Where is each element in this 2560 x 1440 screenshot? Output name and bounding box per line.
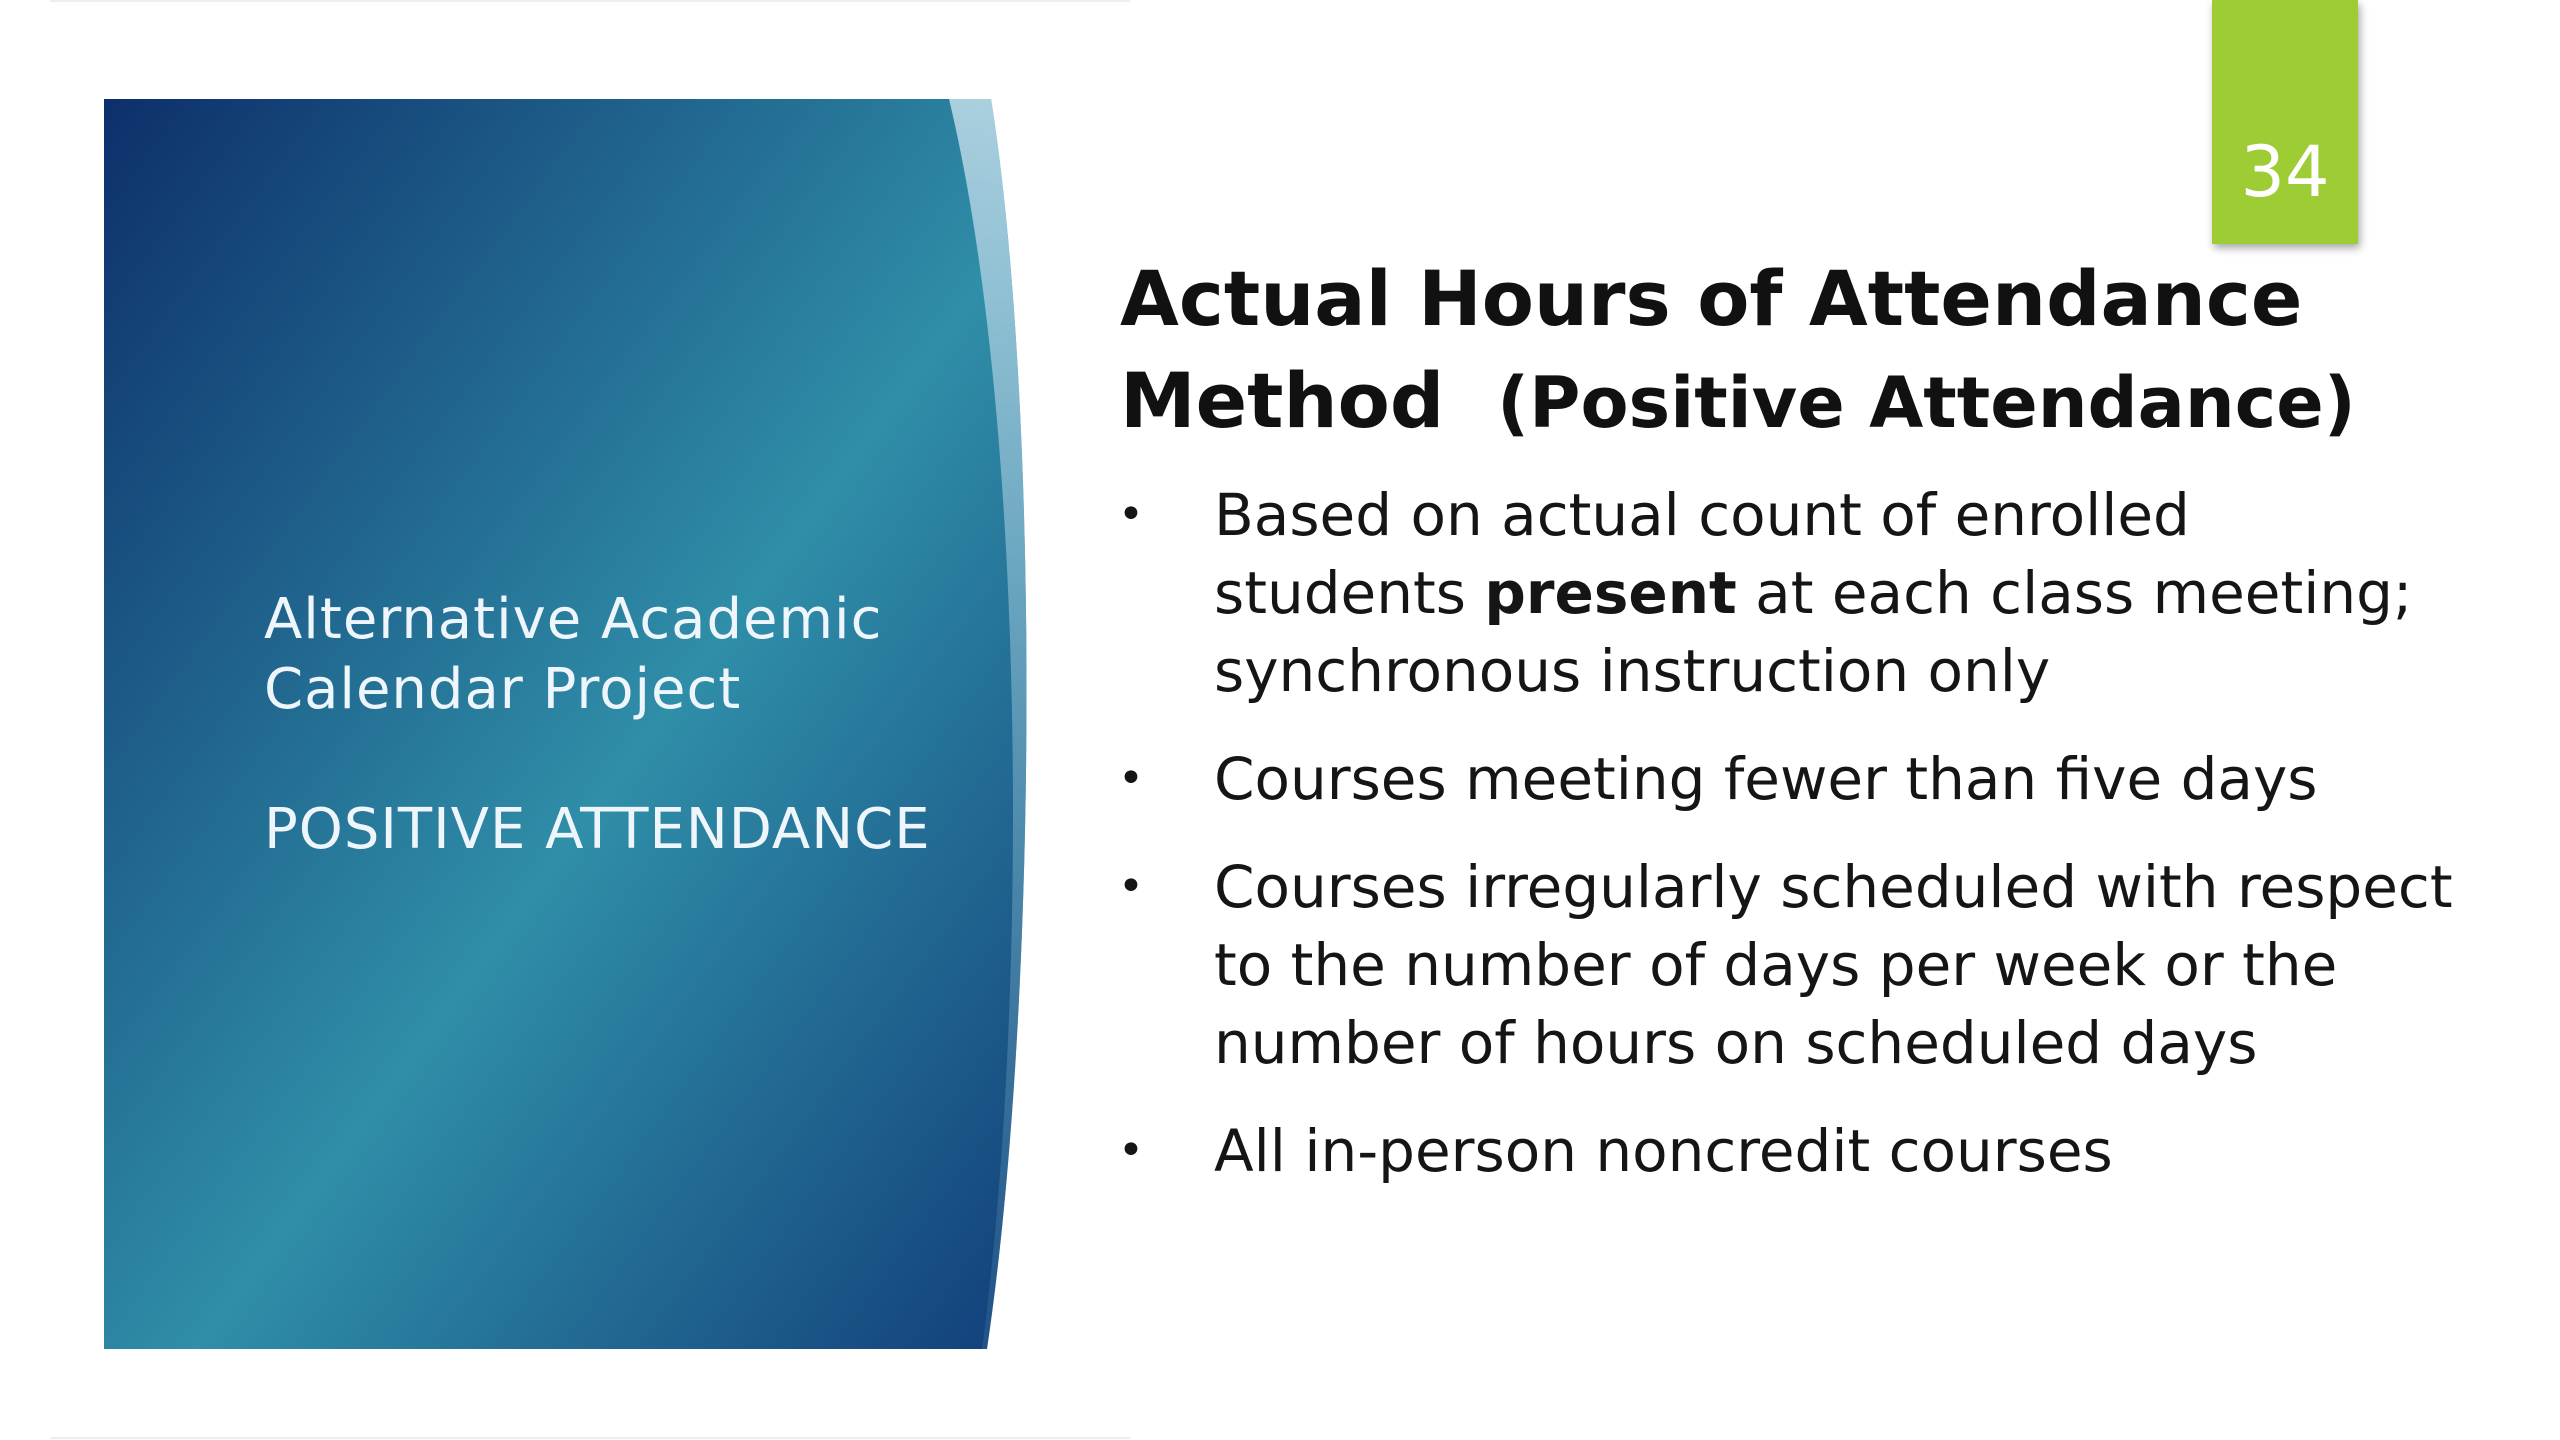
bullet-text: number of hours on scheduled days — [1214, 1009, 2258, 1077]
panel-subtitle-line1: Alternative Academic — [264, 587, 883, 652]
bullet-text: Courses irregularly scheduled with respect — [1214, 853, 2453, 921]
panel-topic: POSITIVE ATTENDANCE — [264, 797, 931, 862]
bullet-text: All in-person noncredit courses — [1214, 1117, 2113, 1185]
bullet-item — [1110, 848, 2550, 1082]
panel-subtitle-line2: Calendar Project — [264, 657, 742, 722]
title-line2 — [1120, 350, 2520, 454]
page-number-badge — [2212, 0, 2358, 244]
bullet-item — [1110, 740, 2550, 818]
bottom-divider — [50, 1437, 1130, 1439]
bullet-dot-icon: • — [1118, 753, 1144, 804]
bullet-item — [1110, 476, 2550, 710]
bullet-dot-icon: • — [1118, 489, 1144, 540]
bullet-text — [1214, 554, 2550, 632]
bullet-item — [1110, 1112, 2550, 1190]
bullet-text: to the number of days per week or the — [1214, 931, 2338, 999]
bullet-dot-icon: • — [1118, 1125, 1144, 1176]
bullet-text: Based on actual count of enrolled — [1214, 481, 2190, 549]
bullet-text: Courses meeting fewer than five days — [1214, 745, 2318, 813]
page-number: 34 — [2240, 131, 2330, 213]
title-method: Method — [1120, 356, 1445, 445]
title-line1: Actual Hours of Attendance — [1120, 254, 2303, 343]
panel-text — [264, 585, 964, 865]
bullet-emphasis: present — [1484, 559, 1737, 627]
bullet-dot-icon: • — [1118, 861, 1144, 912]
title-panel — [104, 99, 1034, 1349]
panel-spacer — [264, 725, 964, 795]
slide-title — [1120, 248, 2520, 454]
bullet-text-segment: at each class meeting; — [1736, 559, 2413, 627]
top-divider — [50, 0, 1130, 2]
bullet-list — [1110, 476, 2550, 1220]
bullet-text: synchronous instruction only — [1214, 637, 2051, 705]
title-paren: (Positive Attendance) — [1497, 362, 2356, 444]
bullet-text-segment: students — [1214, 559, 1485, 627]
